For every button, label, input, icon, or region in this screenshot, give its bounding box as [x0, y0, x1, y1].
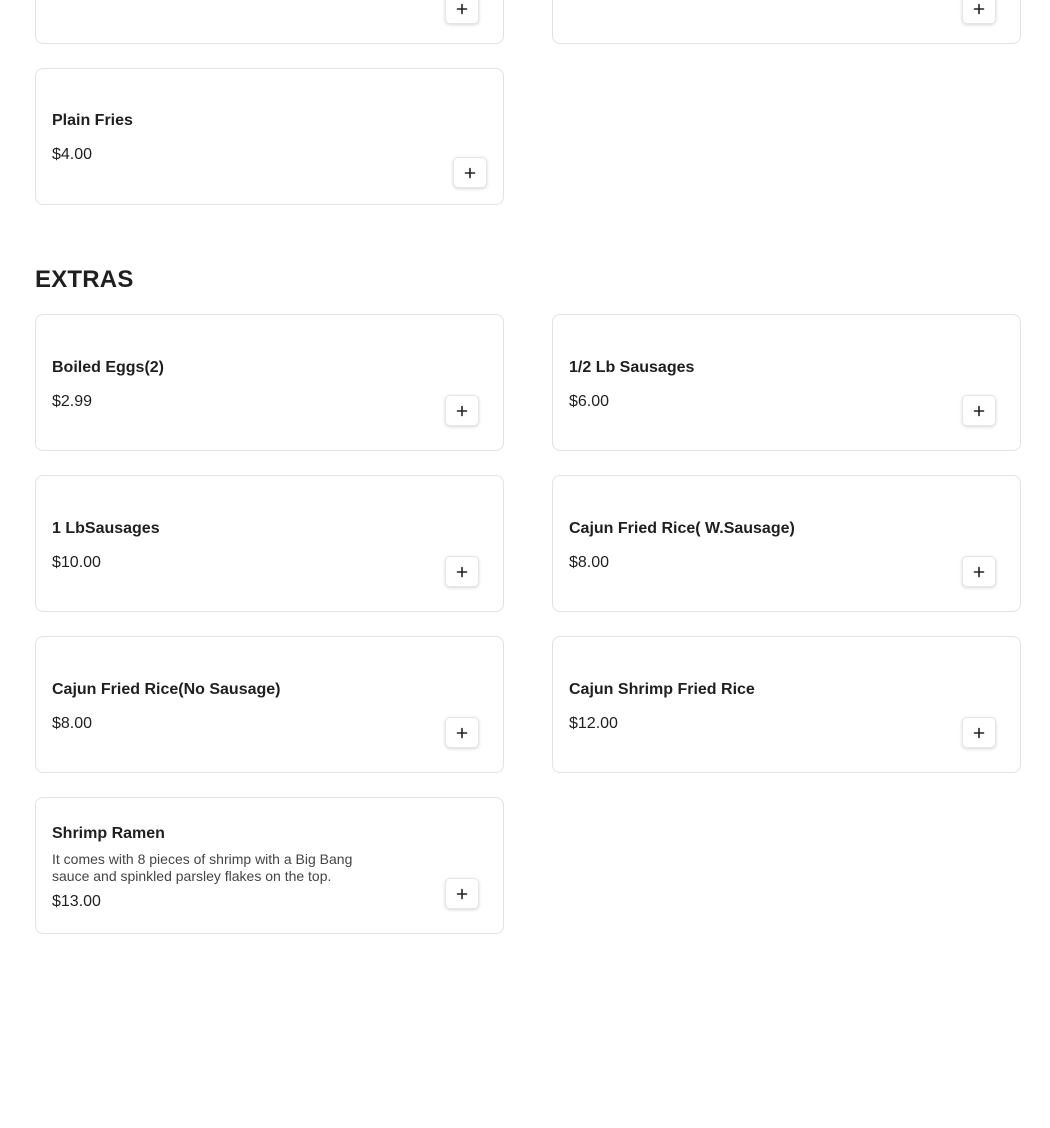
plus-icon — [973, 405, 985, 417]
plus-icon — [464, 167, 476, 179]
plus-icon — [973, 3, 985, 15]
item-description: It comes with 8 pieces of shrimp with a Big Bang sauce and spinkled parsley flakes on the top. — [52, 851, 353, 884]
plus-icon — [456, 566, 468, 578]
item-price: $8.00 — [569, 554, 610, 571]
item-price: $10.00 — [52, 554, 101, 571]
plus-icon — [456, 405, 468, 417]
plus-icon — [973, 727, 985, 739]
add-item-button[interactable] — [962, 717, 996, 748]
item-name: 1 LbSausages — [52, 520, 160, 537]
add-item-button[interactable] — [962, 395, 996, 426]
item-price: $12.00 — [569, 715, 618, 732]
add-item-button[interactable] — [962, 556, 996, 587]
menu-item-card[interactable] — [552, 475, 1021, 612]
item-name: Shrimp Ramen — [52, 825, 165, 842]
menu-item-card[interactable] — [35, 0, 504, 44]
plus-icon — [456, 3, 468, 15]
item-price: $2.99 — [52, 393, 93, 410]
menu-item-card[interactable] — [552, 0, 1021, 44]
menu-item-card[interactable] — [35, 475, 504, 612]
add-item-button[interactable] — [962, 0, 996, 24]
add-item-button[interactable] — [445, 717, 479, 748]
item-name: Plain Fries — [52, 112, 133, 129]
plus-icon — [456, 727, 468, 739]
item-name: Cajun Shrimp Fried Rice — [569, 681, 755, 698]
menu-item-card[interactable] — [35, 314, 504, 451]
item-name: Cajun Fried Rice(No Sausage) — [52, 681, 281, 698]
menu-item-card[interactable] — [35, 797, 504, 934]
menu-item-card[interactable] — [35, 636, 504, 773]
item-price: $8.00 — [52, 715, 93, 732]
item-name: Cajun Fried Rice( W.Sausage) — [569, 520, 795, 537]
add-item-button[interactable] — [445, 0, 479, 24]
item-price: $6.00 — [569, 393, 610, 410]
plus-icon — [456, 888, 468, 900]
add-item-button[interactable] — [453, 157, 487, 188]
menu-item-card[interactable] — [552, 636, 1021, 773]
menu-item-card[interactable] — [35, 68, 504, 205]
add-item-button[interactable] — [445, 395, 479, 426]
item-name: Boiled Eggs(2) — [52, 359, 165, 376]
item-name: 1/2 Lb Sausages — [569, 359, 695, 376]
menu-item-card[interactable] — [552, 314, 1021, 451]
plus-icon — [973, 566, 985, 578]
add-item-button[interactable] — [445, 556, 479, 587]
item-price: $13.00 — [52, 893, 101, 910]
item-price: $4.00 — [52, 146, 93, 163]
section-title-extras: EXTRAS — [35, 266, 134, 293]
add-item-button[interactable] — [445, 878, 479, 909]
